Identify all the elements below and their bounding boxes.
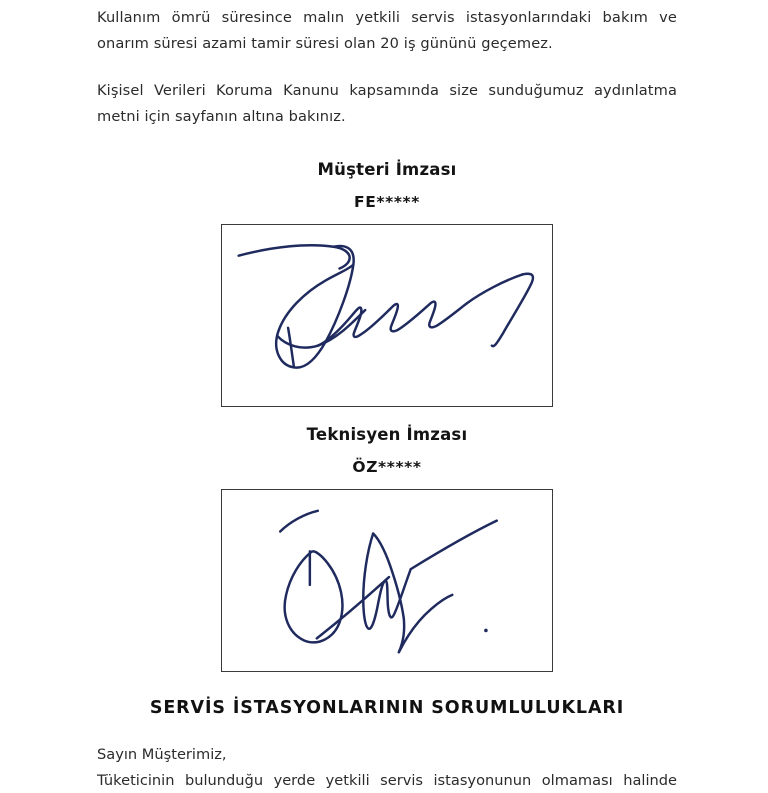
customer-signature-heading: Müşteri İmzası: [97, 129, 677, 179]
paragraph-maintenance-duration: Kullanım ömrü süresince malın yetkili servis istasyonlarındaki bakım ve onarım süresi azami tamir süresi olan 20 iş gününü geçemez.: [97, 0, 677, 56]
paragraph-kvkk-notice: Kişisel Verileri Koruma Kanunu kapsamında size sunduğumuz aydınlatma metni için sayfanın altına bakınız.: [97, 56, 677, 129]
technician-signature-heading: Teknisyen İmzası: [97, 407, 677, 444]
footer-salutation: Sayın Müşterimiz,: [97, 742, 677, 768]
footer-text-block: [97, 718, 677, 793]
technician-signature-ink: [222, 490, 552, 671]
technician-signature-box: [221, 489, 553, 672]
technician-masked-name: ÖZ*****: [97, 444, 677, 476]
customer-masked-name: FE*****: [97, 179, 677, 211]
footer-paragraph-line: Tüketicinin bulunduğu yerde yetkili servis istasyonunun olmaması halinde: [97, 768, 677, 793]
customer-signature-box: [221, 224, 553, 407]
customer-signature-ink: [222, 225, 552, 406]
section-title-service-responsibilities: SERVİS İSTASYONLARININ SORUMLULUKLARI: [97, 672, 677, 718]
